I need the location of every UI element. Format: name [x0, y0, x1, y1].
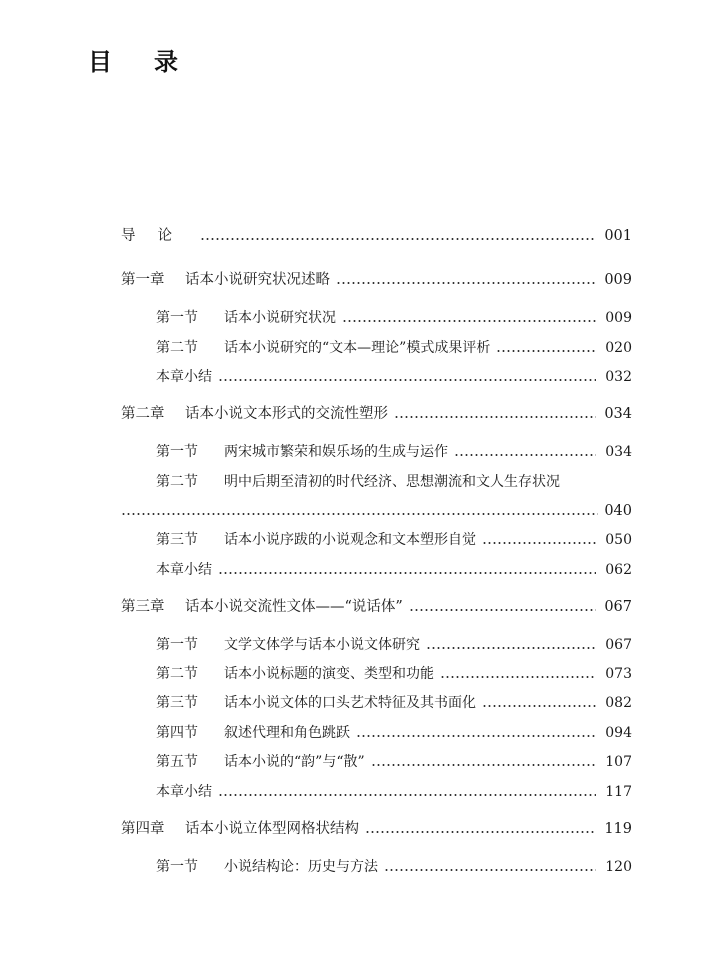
entry-title: 文学文体学与话本小说文体研究 — [224, 637, 420, 653]
page-number: 009 — [605, 310, 632, 326]
toc-entry-ch1-s1[interactable] — [156, 306, 632, 330]
entry-title: 本章小结 — [156, 784, 212, 800]
toc-entry-ch2-s1[interactable] — [156, 440, 632, 464]
dot-leader — [496, 350, 596, 352]
entry-title: 话本小说文体的口头艺术特征及其书面化 — [224, 695, 476, 711]
chapter-number: 第二章 — [121, 406, 165, 422]
page-number: 119 — [604, 821, 632, 837]
entry-title: 话本小说文本形式的交流性塑形 — [185, 406, 388, 422]
page-number: 094 — [605, 725, 632, 741]
section-number: 第一节 — [156, 444, 198, 460]
section-number: 第一节 — [156, 859, 198, 875]
entry-title: 话本小说的“韵”与“散” — [224, 754, 365, 770]
page-number: 067 — [605, 637, 632, 653]
dot-leader — [200, 238, 596, 240]
page-number: 107 — [605, 754, 632, 770]
page-number: 067 — [604, 599, 632, 615]
page-number: 020 — [605, 340, 632, 356]
toc-entry-intro[interactable] — [121, 224, 632, 248]
dot-leader — [384, 869, 596, 871]
page-number: 062 — [605, 562, 632, 578]
dot-leader — [356, 735, 596, 737]
chapter-number: 第三章 — [121, 599, 165, 615]
entry-title: 话本小说序跋的小说观念和文本塑形自觉 — [224, 532, 476, 548]
toc-entry-ch3-s2[interactable] — [156, 662, 632, 686]
entry-title: 两宋城市繁荣和娱乐场的生成与运作 — [224, 444, 448, 460]
page-number: 034 — [604, 406, 632, 422]
dot-leader — [218, 794, 596, 796]
entry-title: 话本小说立体型网格状结构 — [185, 821, 359, 837]
section-number: 第三节 — [156, 532, 198, 548]
dot-leader — [426, 647, 596, 649]
section-number: 第四节 — [156, 725, 198, 741]
dot-leader — [121, 513, 598, 515]
entry-title: 话本小说研究状况 — [224, 310, 336, 326]
section-number: 第二节 — [156, 666, 198, 682]
dot-leader — [409, 609, 596, 611]
entry-title: 小说结构论：历史与方法 — [224, 859, 378, 875]
entry-title: 话本小说研究状况述略 — [185, 272, 330, 288]
dot-leader — [218, 572, 596, 574]
entry-title: 导论 — [121, 228, 194, 244]
page-number: 001 — [604, 228, 632, 244]
dot-leader — [394, 416, 596, 418]
chapter-number: 第一章 — [121, 272, 165, 288]
toc-entry-ch3-summary[interactable] — [156, 780, 632, 804]
page-number: 009 — [604, 272, 632, 288]
section-number: 第一节 — [156, 310, 198, 326]
section-number: 第二节 — [156, 340, 198, 356]
dot-leader — [336, 282, 596, 284]
section-number: 第一节 — [156, 637, 198, 653]
page-number: 120 — [605, 859, 632, 875]
page-number: 050 — [605, 532, 632, 548]
entry-title: 本章小结 — [156, 369, 212, 385]
entry-title: 本章小结 — [156, 562, 212, 578]
toc-entry-ch2-summary[interactable] — [156, 558, 632, 582]
page-number: 082 — [605, 695, 632, 711]
page-title: 目录 — [88, 47, 220, 76]
dot-leader — [342, 320, 596, 322]
entry-title: 明中后期至清初的时代经济、思想潮流和文人生存状况 — [224, 474, 560, 490]
toc-entry-ch2-s2-continuation[interactable] — [121, 499, 632, 523]
dot-leader — [454, 454, 596, 456]
entry-title: 叙述代理和角色跳跃 — [224, 725, 350, 741]
dot-leader — [440, 676, 596, 678]
dot-leader — [482, 705, 596, 707]
toc-entry-ch3-s1[interactable] — [156, 633, 632, 657]
page-number: 040 — [604, 503, 632, 519]
section-number: 第二节 — [156, 474, 198, 490]
entry-title: 话本小说交流性文体——“说话体” — [185, 599, 403, 615]
page-number: 117 — [605, 784, 632, 800]
toc-entry-chapter-2[interactable] — [121, 402, 632, 426]
toc-entry-chapter-4[interactable] — [121, 817, 632, 841]
chapter-number: 第四章 — [121, 821, 165, 837]
page-number: 073 — [605, 666, 632, 682]
dot-leader — [371, 764, 596, 766]
dot-leader — [218, 379, 596, 381]
toc-entry-chapter-1[interactable] — [121, 268, 632, 292]
section-number: 第五节 — [156, 754, 198, 770]
section-number: 第三节 — [156, 695, 198, 711]
toc-entry-ch2-s2[interactable] — [156, 470, 632, 494]
toc-entry-ch3-s4[interactable] — [156, 721, 632, 745]
page-number: 032 — [605, 369, 632, 385]
toc-entry-ch3-s5[interactable] — [156, 750, 632, 774]
toc-entry-ch1-summary[interactable] — [156, 365, 632, 389]
dot-leader — [482, 542, 596, 544]
page-number: 034 — [605, 444, 632, 460]
toc-entry-ch2-s3[interactable] — [156, 528, 632, 552]
toc-entry-ch3-s3[interactable] — [156, 691, 632, 715]
toc-entry-chapter-3[interactable] — [121, 595, 632, 619]
toc-entry-ch4-s1[interactable] — [156, 855, 632, 879]
dot-leader — [365, 831, 596, 833]
entry-title: 话本小说标题的演变、类型和功能 — [224, 666, 434, 682]
toc-entry-ch1-s2[interactable] — [156, 336, 632, 360]
entry-title: 话本小说研究的“文本—理论”模式成果评析 — [224, 340, 491, 356]
